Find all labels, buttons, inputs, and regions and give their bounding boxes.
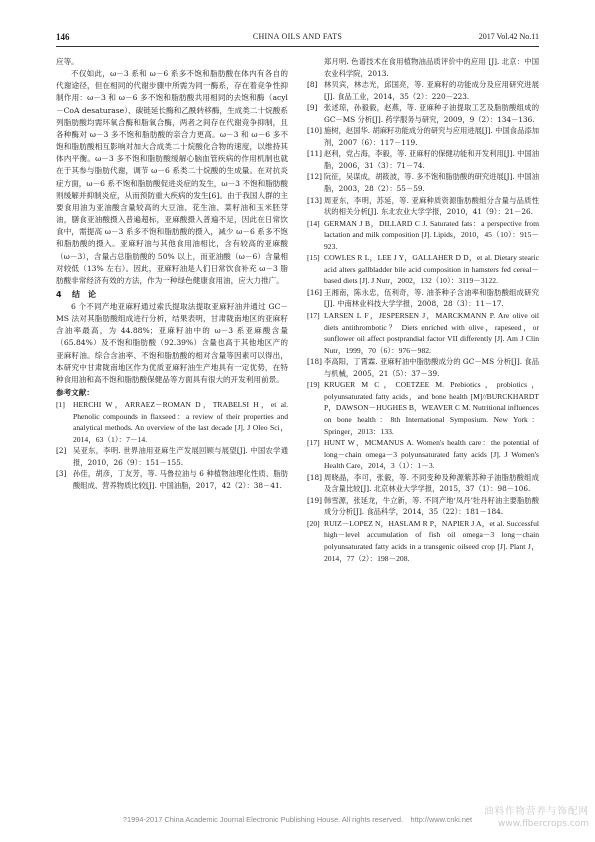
reference-number: [20]: [307, 518, 320, 528]
reference-item: [56, 468, 288, 491]
reference-number: [18]: [307, 472, 322, 482]
reference-number: [19]: [307, 495, 322, 505]
reference-item: [307, 79, 539, 102]
reference-item: [56, 399, 288, 445]
conclusion-paragraph: 6 个不同产地亚麻籽通过索氏提取法提取亚麻籽油并通过 GC－MS 法对其脂肪酸组成进行分析，结果表明，甘肃陇南地区的亚麻籽含油率最高，为 44.88%；亚麻籽油中的 ω－3 系亚麻酸含量（65.84%）及不饱和脂肪酸（92.39%）含量也高于其他地区产的亚麻籽油。综合含油率、不饱和脂肪酸的相对含量等因素可以得出，本研究中甘肃陇南地区作为优质亚麻籽油生产地具有一定优势，在特种食用油和高不饱和脂肪酸保健品等方面具有很大的开发利用前景。: [56, 301, 288, 384]
reference-text: KRUGER M C，COETZEE M. Prebiotics，probiotics，polyunsaturated fatty acids，and bone health [M]//BURCKHARDT P，DAWSON－HUGHES B，WEAVER C M. Nutritional influences on bone health：8th International Symposium. New York：Springer，2013：133.: [324, 380, 539, 436]
right-column: [307, 56, 539, 564]
reference-text: 周亚东，李明，苏延，等. 亚麻种质资源脂肪酸组分含量与品质性状的相关分析[J]. 东北农业大学学报，2010，41（9）：21－26.: [324, 195, 539, 217]
reference-number: [11]: [307, 149, 322, 159]
reference-text: 林贝宾，林志光，邱国亮，等. 亚麻籽的功能成分及应用研究进展[J]. 食品工业，2014，35（2）：220－223.: [324, 80, 539, 101]
reference-list-right: [307, 56, 539, 564]
section-heading-conclusion: [56, 288, 288, 301]
reference-number: [17]: [307, 438, 320, 448]
reference-text: 施树，赵国华. 胡麻籽功能成分的研究与应用进展[J]. 中国食品添加剂，2007（6）：117－119.: [324, 126, 539, 147]
reference-list-left: [56, 399, 288, 491]
reference-item: [307, 252, 539, 287]
reference-item: [307, 125, 539, 148]
section-number: 4: [56, 289, 62, 299]
page-number: 146: [56, 32, 70, 42]
reference-text: 郑月明. 色谱技术在食用植物油品质评价中的应用 [J]. 北京：中国农业科学院，2013.: [324, 57, 539, 78]
reference-text: LARSEN L F，JESPERSEN J，MARCKMANN P. Are olive oil diets antithrombotic？ Diets enriched with olive，rapeseed，or sunflower oil affect postprandial factor VII differently [J]. Am J Clin Nutr，1999，70（6）：976－982.: [324, 311, 539, 355]
reference-item: [56, 445, 288, 468]
reference-number: [13]: [307, 195, 322, 205]
reference-text: RUIZ－LOPEZ N，HASLAM R P，NAPIER J A，et al. Successful high－level accumulation of fish oil omega－3 long－chain polyunsaturated fatty acids in a transgenic oilseed crop [J]. Plant J，2014，77（2）：198－208.: [324, 518, 539, 563]
volume-issue: 2017 Vol.42 No.11: [478, 32, 539, 41]
copyright-footer: ?1994-2017 China Academic Journal Electronic Publishing House. All rights reserved. http://www.cnki.net: [122, 815, 473, 824]
left-column: [56, 56, 288, 491]
carryover-text: 应等。: [56, 57, 79, 66]
reference-text: 韩雪源，张延龙，牛立新，等. 不同产地‘凤丹’牡丹籽油主要脂肪酸成分分析[J]. 食品科学，2014，35（22）：181－184.: [324, 495, 539, 517]
site-watermark: [484, 806, 589, 830]
reference-number: [10]: [307, 126, 322, 136]
reference-text: 孙佳，胡彦，丁友芳，等. 马鲁拉油与 6 种植物油理化性质、脂肪酸组成、营养物质比较[J]. 中国油脂，2017，42（2）：38－41.: [73, 469, 288, 490]
reference-item: [307, 218, 539, 253]
reference-item: [307, 56, 539, 79]
reference-text: 阮征，吴谋成，胡筱波，等. 多不饱和脂肪酸的研究进展[J]. 中国油脂，2003，28（2）：55－59.: [324, 172, 539, 194]
reference-number: [19]: [307, 380, 320, 390]
reference-item: [307, 437, 539, 472]
reference-number: [3]: [56, 469, 67, 479]
reference-item: [307, 472, 539, 495]
reference-item: [307, 356, 539, 379]
reference-number: [16]: [307, 287, 322, 297]
running-header: [56, 32, 539, 46]
reference-item: [307, 495, 539, 518]
reference-text: HERCHI W，ARRAEZ－ROMAN D，TRABELSI H，et al. Phenolic compounds in flaxseed：a review of their properties and analytical methods. An overview of the last decade [J]. J Oleo Sci，2014，63（1）：7－14.: [73, 400, 288, 444]
reference-text: 李高阳，丁霄霖. 亚麻籽油中脂肪酸成分的 GC－MS 分析[J]. 食品与机械，2005，21（5）：37－39.: [324, 357, 539, 378]
reference-item: [307, 287, 539, 310]
reference-item: [307, 171, 539, 194]
reference-item: [307, 518, 539, 564]
reference-text: 王湘南，陈永忠，伍利奇，等. 油茶种子含油率和脂肪酸组成研究[J]. 中南林业科技大学学报，2008，28（3）：11－17.: [324, 287, 539, 309]
discussion-paragraph: 不仅如此，ω－3 系和 ω－6 系多不饱和脂肪酸在体内有各自的代谢途径，但在相同的代谢步骤中所需为同一酶系，存在着竞争性抑制作用：ω－3 和 ω－6 多不饱和脂肪酸共用相同的去饱和酶（acyl－CoA desaturase）、碳链延长酶和乙酰转移酶，生成类二十烷酸系列脂肪酸均需环氧合酶和脂氧合酶，两者之间存在代谢竞争抑制，且各种酶对 ω－3 多不饱和脂肪酸的亲合力更高。ω－3 和 ω－6 多不饱和脂肪酸相互影响对加大合成类二十烷酸化合物的速度，以维持其体内平衡。ω－3 多不饱和脂肪酸缓解心脑血管疾病的作用机制也就在于其参与脂肪代谢，调节 ω－6 系类二十烷酸的生成量。在对抗炎症方面，ω－6 系不饱和脂肪酸促进炎症的发生，ω－3 不饱和脂肪酸则缓解并抑制炎症，从而预防重大疾病的发生[6]。由于我国人群的主要食用油为亚油酸含量较高的大豆油、花生油、菜籽油和玉米胚芽油，膳食亚油酸摄入普遍超标，亚麻酸摄入普遍不足，因此在日常饮食中，需提高 ω－3 系多不饱和脂肪酸的摄入，减少 ω－6 系多不饱和脂肪酸的摄入。亚麻籽油与其他食用油相比，含有较高的亚麻酸（ω－3），含量占总脂肪酸的 50% 以上，而亚油酸（ω－6）含量相对较低（13% 左右）。因此，亚麻籽油是人们日常饮食补充 ω－3 脂肪酸非常经济有效的方法，作为一种绿色健康食用油，应大力推广。: [56, 69, 288, 285]
reference-item: [307, 310, 539, 356]
section-title: 结 论: [72, 289, 96, 299]
reference-text: 吴亚东，李明. 世界油用亚麻生产发展回顾与展望[J]. 中国农学通报，2010，26（9）：151－155.: [73, 446, 288, 467]
header-rule: [56, 46, 539, 47]
reference-item: [307, 102, 539, 125]
reference-number: [8]: [307, 80, 318, 90]
reference-number: [1]: [56, 400, 65, 410]
journal-title: CHINA OILS AND FATS: [252, 32, 343, 41]
reference-item: [307, 195, 539, 218]
reference-number: [18]: [307, 357, 322, 367]
reference-number: [12]: [307, 172, 322, 182]
reference-number: [2]: [56, 446, 67, 456]
reference-text: COWLES R L，LEE J Y，GALLAHER D D，et al. Dietary stearic acid alters gallbladder bile acid composition in hamsters fed cereal－based diets [J]. J Nutr，2002，132（10）：3119－3122.: [324, 253, 539, 286]
reference-number: [9]: [307, 103, 318, 113]
watermark-site-name: 油料作物营养与饰配网: [483, 806, 589, 817]
reference-text: GERMAN J B，DILLARD C J. Saturated fats：a perspective from lactation and milk composition [J]. Lipids，2010，45（10）：915－923.: [324, 218, 539, 251]
reference-item: [307, 148, 539, 171]
watermark-url: www.fibercrops.com: [498, 819, 589, 829]
references-heading: 参考文献：: [56, 388, 94, 398]
reference-number: [15]: [307, 253, 320, 263]
reference-text: HUNT W，MCMANUS A. Women's health care：the potential of long－chain omega－3 polyunsaturated fatty acids [J]. J Women's Health Care，2014，3（1）：1－3.: [324, 438, 539, 471]
reference-text: 张述琼，孙毅毅，赵燕，等. 亚麻种子油提取工艺及脂肪酸组成的 GC－MS 分析[J]. 药学服务与研究，2009，9（2）：134－136.: [324, 103, 539, 124]
reference-number: [17]: [307, 311, 320, 321]
reference-text: 周晓晶，李可，张毅，等. 不同变种及种源紫苏种子油脂肪酸组成及含量比较[J]. 北京林业大学学报，2015，37（1）：98－106.: [324, 472, 539, 494]
reference-item: [307, 379, 539, 437]
reference-number: [14]: [307, 218, 320, 228]
reference-text: 赵利，党占海，李毅，等. 亚麻籽的保健功能和开发利用[J]. 中国油脂，2006，31（3）：71－74.: [324, 149, 539, 170]
